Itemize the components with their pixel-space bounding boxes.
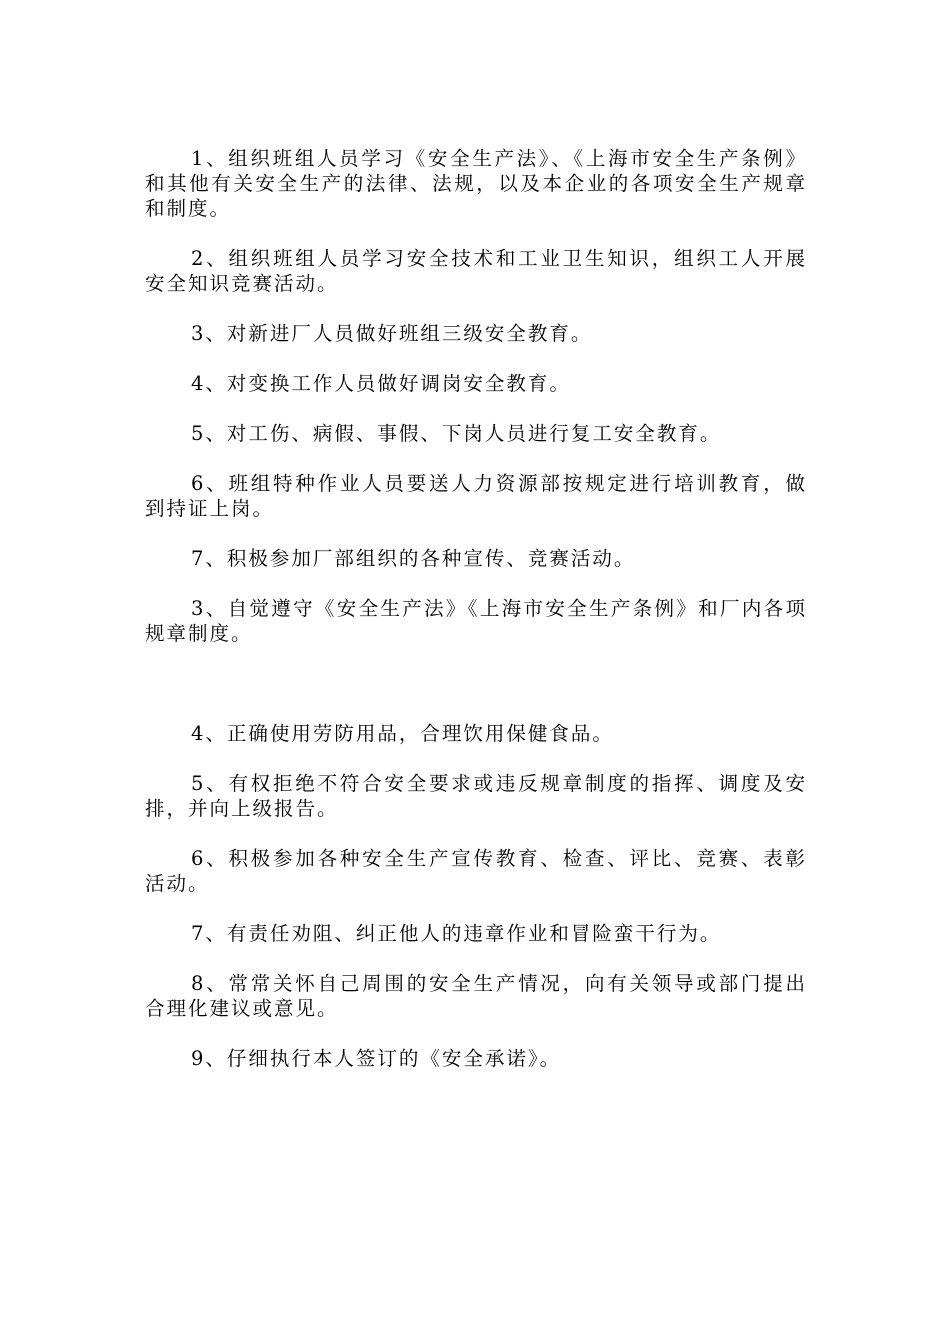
paragraph-2: 2、组织班组人员学习安全技术和工业卫生知识，组织工人开展安全知识竞赛活动。 xyxy=(145,247,807,295)
paragraph-3: 3、对新进厂人员做好班组三级安全教育。 xyxy=(191,322,593,345)
paragraph-1: 1、组织班组人员学习《安全生产法》、《上海市安全生产条例》和其他有关安全生产的法律、法规，以及本企业的各项安全生产规章和制度。 xyxy=(145,147,807,220)
paragraph-4: 4、对变换工作人员做好调岗安全教育。 xyxy=(191,372,571,395)
paragraph-14: 9、仔细执行本人签订的《安全承诺》。 xyxy=(191,1047,562,1070)
document-body xyxy=(145,146,807,1096)
paragraph-10: 5、有权拒绝不符合安全要求或违反规章制度的指挥、调度及安排，并向上级报告。 xyxy=(145,772,807,820)
paragraph-11: 6、积极参加各种安全生产宣传教育、检查、评比、竞赛、表彰活动。 xyxy=(145,847,807,895)
paragraph-6: 6、班组特种作业人员要送人力资源部按规定进行培训教育，做到持证上岗。 xyxy=(145,472,807,520)
paragraph-8: 3、自觉遵守《安全生产法》《上海市安全生产条例》和厂内各项规章制度。 xyxy=(145,597,807,645)
paragraph-12: 7、有责任劝阻、纠正他人的违章作业和冒险蛮干行为。 xyxy=(191,922,722,945)
paragraph-5: 5、对工伤、病假、事假、下岗人员进行复工安全教育。 xyxy=(191,422,722,445)
paragraph-9: 4、正确使用劳防用品，合理饮用保健食品。 xyxy=(191,722,614,745)
paragraph-7: 7、积极参加厂部组织的各种宣传、竞赛活动。 xyxy=(191,547,636,570)
paragraph-13: 8、常常关怀自己周围的安全生产情况，向有关领导或部门提出合理化建议或意见。 xyxy=(145,972,807,1020)
section-gap xyxy=(145,671,807,721)
